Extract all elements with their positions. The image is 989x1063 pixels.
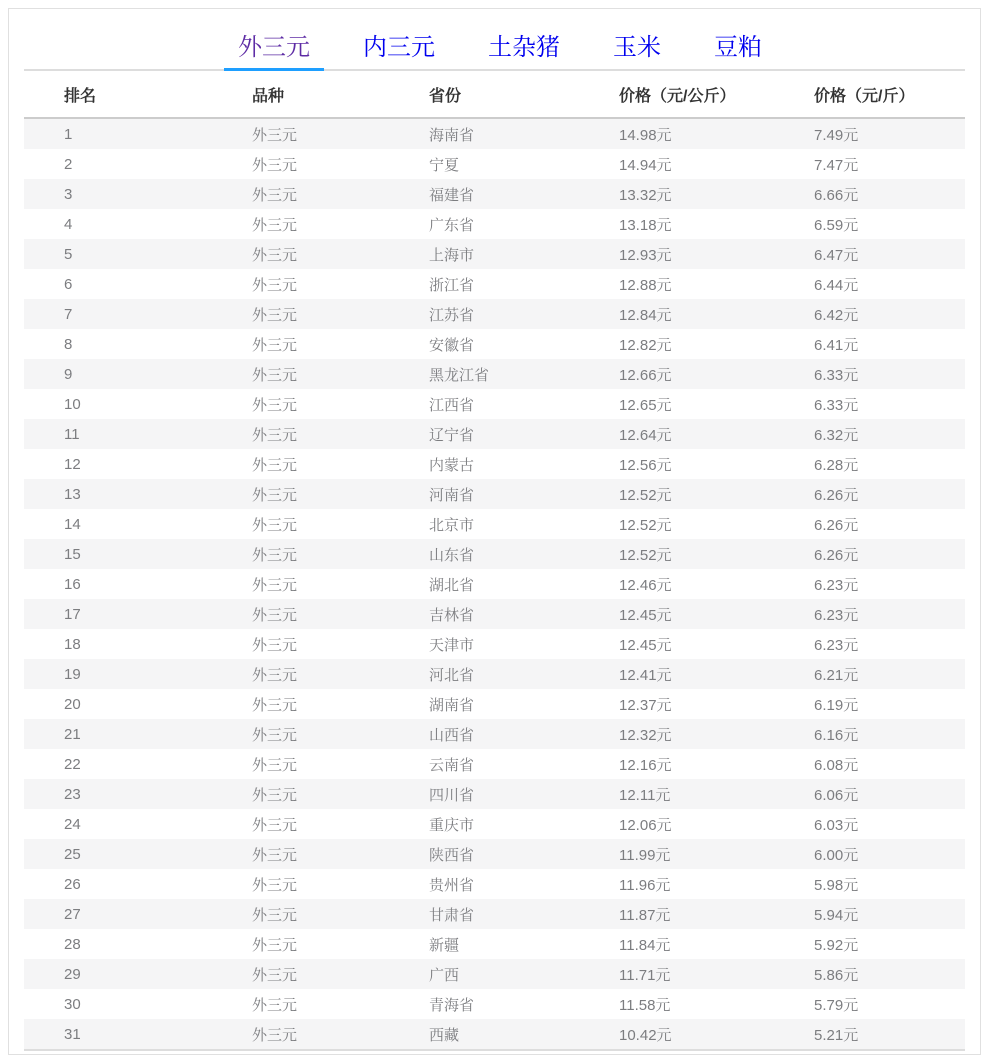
cell-province: 黑龙江省	[429, 366, 490, 384]
cell-price-kg: 12.16元	[619, 756, 672, 774]
cell-price-kg: 11.96元	[619, 876, 671, 894]
cell-rank: 19	[64, 665, 81, 683]
cell-province: 湖北省	[429, 576, 475, 594]
cell-price-jin: 6.33元	[814, 396, 859, 414]
cell-rank: 23	[64, 785, 81, 803]
cell-breed: 外三元	[252, 246, 298, 264]
table-row	[24, 689, 965, 719]
cell-price-kg: 12.11元	[619, 786, 671, 804]
tab-link-neisanyuan[interactable]: 内三元	[363, 34, 435, 61]
cell-breed: 外三元	[252, 426, 298, 444]
cell-province: 河南省	[429, 486, 475, 504]
cell-price-jin: 5.92元	[814, 936, 859, 954]
cell-breed: 外三元	[252, 846, 298, 864]
cell-price-jin: 6.08元	[814, 756, 859, 774]
cell-price-jin: 6.26元	[814, 546, 859, 564]
cell-province: 福建省	[429, 186, 475, 204]
cell-breed: 外三元	[252, 726, 298, 744]
cell-price-jin: 6.28元	[814, 456, 859, 474]
table-row	[24, 989, 965, 1019]
cell-price-jin: 5.79元	[814, 996, 859, 1014]
cell-price-kg: 12.45元	[619, 606, 672, 624]
table-row	[24, 118, 965, 149]
cell-province: 广东省	[429, 216, 475, 234]
cell-price-jin: 7.47元	[814, 156, 859, 174]
cell-price-jin: 6.33元	[814, 366, 859, 384]
cell-price-jin: 6.26元	[814, 486, 859, 504]
cell-breed: 外三元	[252, 1026, 298, 1044]
cell-rank: 18	[64, 635, 81, 653]
cell-price-jin: 5.98元	[814, 876, 859, 894]
cell-breed: 外三元	[252, 966, 298, 984]
cell-province: 甘肃省	[429, 906, 475, 924]
cell-price-jin: 6.16元	[814, 726, 859, 744]
cell-price-kg: 13.18元	[619, 216, 672, 234]
cell-province: 贵州省	[429, 876, 475, 894]
table-row	[24, 539, 965, 569]
table-row	[24, 1019, 965, 1050]
cell-province: 西藏	[429, 1026, 460, 1044]
cell-price-kg: 12.84元	[619, 306, 672, 324]
cell-price-jin: 6.41元	[814, 336, 859, 354]
col-breed: 品种	[212, 71, 389, 118]
table-row	[24, 449, 965, 479]
cell-rank: 30	[64, 995, 81, 1013]
table-row	[24, 749, 965, 779]
cell-breed: 外三元	[252, 186, 298, 204]
cell-breed: 外三元	[252, 486, 298, 504]
table-row	[24, 269, 965, 299]
cell-breed: 外三元	[252, 516, 298, 534]
cell-price-jin: 5.21元	[814, 1026, 859, 1044]
cell-breed: 外三元	[252, 396, 298, 414]
cell-rank: 12	[64, 455, 81, 473]
cell-breed: 外三元	[252, 696, 298, 714]
cell-rank: 16	[64, 575, 81, 593]
cell-breed: 外三元	[252, 546, 298, 564]
cell-rank: 6	[64, 275, 73, 293]
table-header-row	[24, 71, 965, 118]
table-row	[24, 299, 965, 329]
tab-link-waisanyuan[interactable]: 外三元	[238, 34, 310, 61]
cell-rank: 25	[64, 845, 81, 863]
cell-breed: 外三元	[252, 276, 298, 294]
cell-breed: 外三元	[252, 876, 298, 894]
cell-price-jin: 6.47元	[814, 246, 859, 264]
table-row	[24, 239, 965, 269]
col-province: 省份	[389, 71, 579, 118]
cell-province: 宁夏	[429, 156, 460, 174]
cell-price-kg: 12.56元	[619, 456, 672, 474]
tab-link-yumi[interactable]: 玉米	[613, 34, 661, 61]
cell-price-jin: 6.66元	[814, 186, 859, 204]
cell-rank: 31	[64, 1025, 81, 1043]
cell-breed: 外三元	[252, 996, 298, 1014]
col-rank: 排名	[24, 71, 212, 118]
col-price-jin: 价格（元/斤）	[774, 71, 965, 118]
cell-price-jin: 5.86元	[814, 966, 859, 984]
cell-rank: 7	[64, 305, 73, 323]
cell-breed: 外三元	[252, 906, 298, 924]
cell-rank: 2	[64, 155, 73, 173]
cell-breed: 外三元	[252, 366, 298, 384]
cell-rank: 9	[64, 365, 73, 383]
cell-price-jin: 6.03元	[814, 816, 859, 834]
cell-price-jin: 6.32元	[814, 426, 859, 444]
cell-province: 辽宁省	[429, 426, 475, 444]
table-row	[24, 929, 965, 959]
cell-price-jin: 6.23元	[814, 636, 859, 654]
tab-yumi[interactable]	[599, 36, 675, 69]
cell-rank: 22	[64, 755, 81, 773]
table-row	[24, 869, 965, 899]
tab-list	[224, 36, 965, 69]
tab-neisanyuan[interactable]	[349, 36, 449, 69]
cell-price-kg: 12.65元	[619, 396, 672, 414]
cell-breed: 外三元	[252, 936, 298, 954]
cell-breed: 外三元	[252, 156, 298, 174]
table-row	[24, 359, 965, 389]
cell-province: 湖南省	[429, 696, 475, 714]
table-row	[24, 659, 965, 689]
cell-province: 天津市	[429, 636, 475, 654]
cell-province: 山东省	[429, 546, 475, 564]
cell-price-kg: 14.98元	[619, 126, 672, 144]
cell-breed: 外三元	[252, 816, 298, 834]
cell-breed: 外三元	[252, 126, 298, 144]
cell-province: 山西省	[429, 726, 475, 744]
cell-rank: 27	[64, 905, 81, 923]
cell-rank: 1	[64, 125, 73, 143]
cell-province: 重庆市	[429, 816, 475, 834]
cell-breed: 外三元	[252, 576, 298, 594]
table-row	[24, 809, 965, 839]
cell-province: 北京市	[429, 516, 475, 534]
table-row	[24, 899, 965, 929]
cell-price-jin: 6.23元	[814, 606, 859, 624]
table-row	[24, 329, 965, 359]
cell-price-jin: 5.94元	[814, 906, 859, 924]
cell-province: 江西省	[429, 396, 475, 414]
cell-price-jin: 6.59元	[814, 216, 859, 234]
cell-rank: 11	[64, 425, 80, 443]
pig-price-table	[24, 71, 965, 1051]
cell-province: 安徽省	[429, 336, 475, 354]
cell-province: 浙江省	[429, 276, 475, 294]
cell-breed: 外三元	[252, 786, 298, 804]
tab-link-doupo[interactable]: 豆粕	[714, 34, 762, 61]
cell-province: 陕西省	[429, 846, 475, 864]
table-row	[24, 509, 965, 539]
cell-price-kg: 11.84元	[619, 936, 671, 954]
cell-province: 吉林省	[429, 606, 475, 624]
cell-price-jin: 6.23元	[814, 576, 859, 594]
cell-rank: 28	[64, 935, 81, 953]
cell-province: 四川省	[429, 786, 475, 804]
cell-price-kg: 12.32元	[619, 726, 672, 744]
cell-price-kg: 11.71元	[619, 966, 671, 984]
table-row	[24, 479, 965, 509]
cell-price-kg: 12.06元	[619, 816, 672, 834]
cell-price-jin: 6.26元	[814, 516, 859, 534]
cell-price-kg: 12.52元	[619, 546, 672, 564]
cell-rank: 24	[64, 815, 81, 833]
cell-breed: 外三元	[252, 756, 298, 774]
table-row	[24, 179, 965, 209]
cell-price-kg: 12.37元	[619, 696, 672, 714]
cell-price-kg: 12.52元	[619, 516, 672, 534]
cell-province: 上海市	[429, 246, 475, 264]
cell-price-jin: 6.44元	[814, 276, 859, 294]
cell-rank: 10	[64, 395, 81, 413]
cell-price-jin: 6.21元	[814, 666, 859, 684]
table-row	[24, 419, 965, 449]
table-row	[24, 959, 965, 989]
cell-province: 海南省	[429, 126, 475, 144]
cell-rank: 14	[64, 515, 81, 533]
table-row	[24, 209, 965, 239]
cell-rank: 29	[64, 965, 81, 983]
tab-tuzazhu[interactable]	[474, 36, 574, 69]
cell-price-jin: 6.42元	[814, 306, 859, 324]
cell-price-kg: 12.45元	[619, 636, 672, 654]
table-row	[24, 839, 965, 869]
cell-price-jin: 6.06元	[814, 786, 859, 804]
cell-price-kg: 10.42元	[619, 1026, 672, 1044]
cell-price-jin: 6.19元	[814, 696, 859, 714]
cell-rank: 21	[64, 725, 81, 743]
cell-rank: 13	[64, 485, 81, 503]
cell-breed: 外三元	[252, 606, 298, 624]
cell-price-kg: 12.46元	[619, 576, 672, 594]
cell-rank: 26	[64, 875, 81, 893]
cell-price-kg: 12.66元	[619, 366, 672, 384]
table-row	[24, 569, 965, 599]
cell-price-kg: 11.87元	[619, 906, 671, 924]
cell-rank: 20	[64, 695, 81, 713]
table-row	[24, 719, 965, 749]
table-row	[24, 599, 965, 629]
cell-breed: 外三元	[252, 336, 298, 354]
table-row	[24, 629, 965, 659]
cell-price-kg: 12.64元	[619, 426, 672, 444]
cell-province: 新疆	[429, 936, 460, 954]
cell-breed: 外三元	[252, 636, 298, 654]
cell-breed: 外三元	[252, 216, 298, 234]
price-panel	[8, 8, 981, 1055]
cell-rank: 15	[64, 545, 81, 563]
cell-province: 青海省	[429, 996, 475, 1014]
cell-rank: 8	[64, 335, 73, 353]
cell-price-kg: 11.58元	[619, 996, 671, 1014]
tab-bar	[24, 9, 965, 71]
cell-rank: 4	[64, 215, 73, 233]
tab-doupo[interactable]	[700, 36, 776, 69]
cell-rank: 5	[64, 245, 73, 263]
cell-price-kg: 12.41元	[619, 666, 672, 684]
cell-province: 河北省	[429, 666, 475, 684]
table-row	[24, 779, 965, 809]
cell-price-kg: 13.32元	[619, 186, 672, 204]
cell-province: 江苏省	[429, 306, 475, 324]
cell-price-kg: 12.82元	[619, 336, 672, 354]
cell-price-kg: 12.52元	[619, 486, 672, 504]
table-row	[24, 149, 965, 179]
table-row	[24, 389, 965, 419]
cell-rank: 17	[64, 605, 81, 623]
cell-breed: 外三元	[252, 666, 298, 684]
tab-link-tuzazhu[interactable]: 土杂猪	[488, 34, 560, 61]
tab-waisanyuan[interactable]	[224, 36, 324, 69]
cell-province: 云南省	[429, 756, 475, 774]
cell-price-kg: 11.99元	[619, 846, 671, 864]
cell-rank: 3	[64, 185, 73, 203]
cell-breed: 外三元	[252, 306, 298, 324]
cell-province: 广西	[429, 966, 460, 984]
cell-breed: 外三元	[252, 456, 298, 474]
cell-province: 内蒙古	[429, 456, 475, 474]
cell-price-kg: 14.94元	[619, 156, 672, 174]
cell-price-jin: 7.49元	[814, 126, 859, 144]
cell-price-kg: 12.88元	[619, 276, 672, 294]
col-price-kg: 价格（元/公斤）	[579, 71, 774, 118]
cell-price-kg: 12.93元	[619, 246, 672, 264]
cell-price-jin: 6.00元	[814, 846, 859, 864]
